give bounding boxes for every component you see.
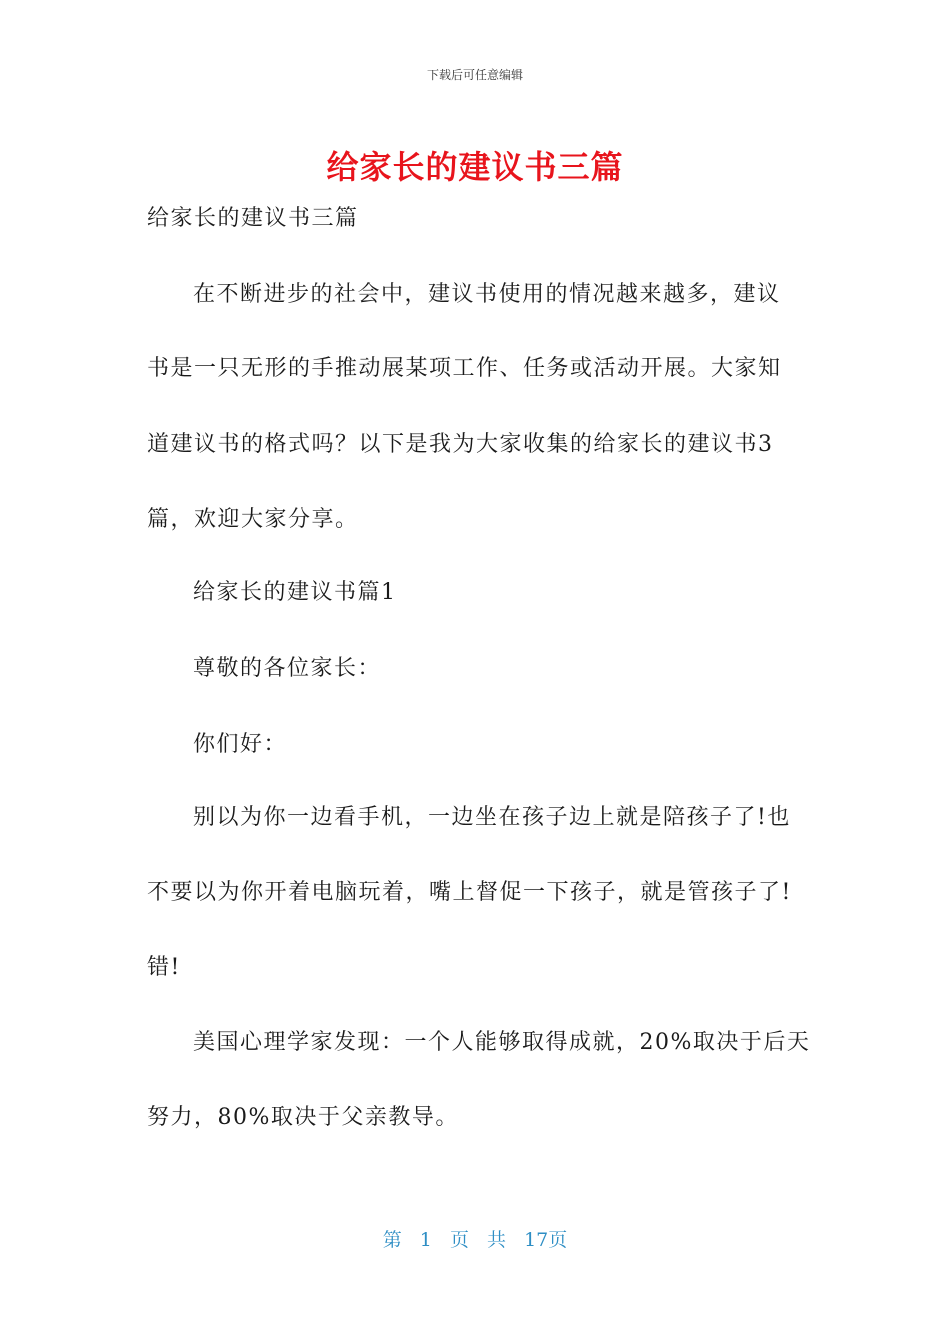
- paragraph2-line-2: 努力，80%取决于父亲教导。: [147, 1105, 459, 1130]
- greeting: 你们好：: [193, 732, 288, 757]
- salutation: 尊敬的各位家长：: [193, 656, 382, 681]
- paragraph1-line-2: 不要以为你开着电脑玩着，嘴上督促一下孩子，就是管孩子了!: [147, 880, 792, 905]
- intro-line-4: 篇，欢迎大家分享。: [147, 507, 359, 532]
- footer-total-pages: 17页: [524, 1229, 568, 1251]
- subtitle: 给家长的建议书三篇: [147, 206, 359, 231]
- section-heading: 给家长的建议书篇1: [193, 580, 397, 605]
- intro-line-3: 道建议书的格式吗？以下是我为大家收集的给家长的建议书3: [147, 432, 774, 457]
- paragraph1-line-3: 错!: [147, 955, 181, 980]
- footer-prefix: 第: [382, 1229, 402, 1251]
- intro-line-1: 在不断进步的社会中，建议书使用的情况越来越多，建议: [193, 282, 781, 307]
- footer-page-word: 页: [449, 1229, 469, 1251]
- intro-line-2: 书是一只无形的手推动展某项工作、任务或活动开展。大家知: [147, 356, 782, 381]
- paragraph2-line-1: 美国心理学家发现：一个人能够取得成就，20%取决于后天: [193, 1030, 811, 1055]
- page-footer: [0, 1225, 950, 1252]
- paragraph1-line-1: 别以为你一边看手机，一边坐在孩子边上就是陪孩子了!也: [193, 805, 791, 830]
- footer-current-page: 1: [419, 1229, 432, 1251]
- document-title: 给家长的建议书三篇: [326, 148, 624, 186]
- footer-total-prefix: 共: [487, 1229, 507, 1251]
- header-note: 下载后可任意编辑: [426, 68, 523, 82]
